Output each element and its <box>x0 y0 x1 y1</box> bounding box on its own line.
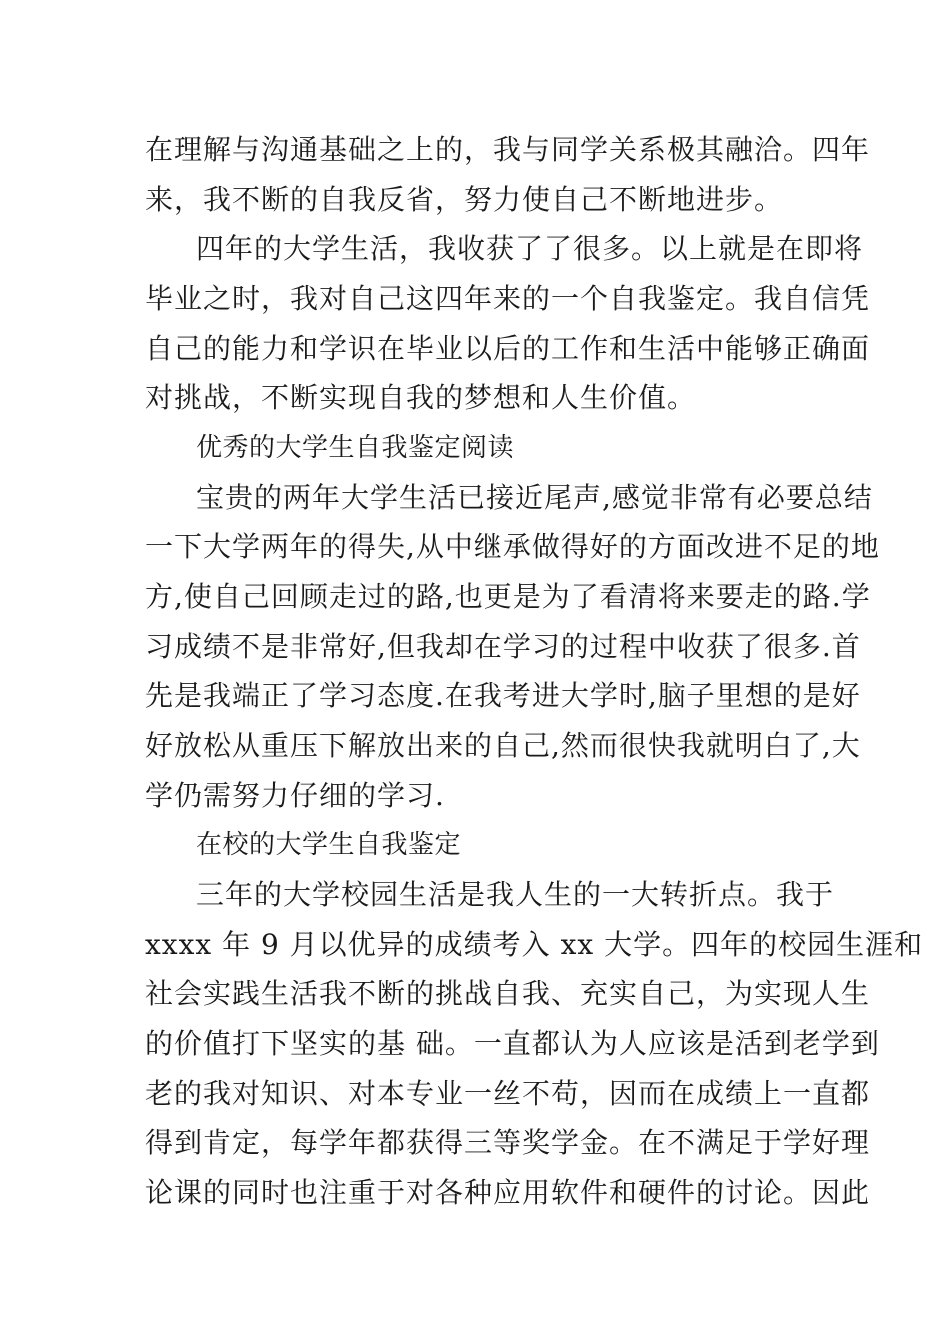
paragraph-4-line-1: 三年的大学校园生活是我人生的一大转折点。我于 <box>196 878 835 911</box>
section-heading-1: 优秀的大学生自我鉴定阅读 <box>196 433 515 463</box>
paragraph-2-line-4: 对挑战，不断实现自我的梦想和人生价值。 <box>145 381 697 414</box>
paragraph-1-line-1: 在理解与沟通基础之上的，我与同学关系极其融洽。四年 <box>145 133 871 166</box>
paragraph-4-line-2: xxxx 年 9 月以优异的成绩考入 xx 大学。四年的校园生涯和 <box>145 928 924 961</box>
paragraph-2-line-2: 毕业之时，我对自己这四年来的一个自我鉴定。我自信凭 <box>145 282 871 315</box>
paragraph-4-line-6: 得到肯定，每学年都获得三等奖学金。在不满足于学好理 <box>145 1126 871 1159</box>
section-heading-2: 在校的大学生自我鉴定 <box>196 830 462 860</box>
paragraph-3-line-1: 宝贵的两年大学生活已接近尾声,感觉非常有必要总结 <box>196 481 873 514</box>
paragraph-4-line-3: 社会实践生活我不断的挑战自我、充实自己，为实现人生 <box>145 977 871 1010</box>
paragraph-4-line-4: 的价值打下坚实的基 础。一直都认为人应该是活到老学到 <box>145 1027 880 1060</box>
paragraph-2-line-3: 自己的能力和学识在毕业以后的工作和生活中能够正确面 <box>145 332 871 365</box>
paragraph-1-line-2: 来，我不断的自我反省，努力使自己不断地进步。 <box>145 183 784 216</box>
paragraph-4-line-7: 论课的同时也注重于对各种应用软件和硬件的讨论。因此 <box>145 1176 871 1209</box>
paragraph-3-line-6: 好放松从重压下解放出来的自己,然而很快我就明白了,大 <box>145 729 861 762</box>
paragraph-2-line-1: 四年的大学生活，我收获了了很多。以上就是在即将 <box>196 232 864 265</box>
paragraph-3-line-7: 学仍需努力仔细的学习. <box>145 779 445 812</box>
paragraph-4-line-5: 老的我对知识、对本专业一丝不苟，因而在成绩上一直都 <box>145 1077 871 1110</box>
paragraph-3-line-5: 先是我端正了学习态度.在我考进大学时,脑子里想的是好 <box>145 679 861 712</box>
paragraph-3-line-4: 习成绩不是非常好,但我却在学习的过程中收获了很多.首 <box>145 630 861 663</box>
paragraph-3-line-2: 一下大学两年的得失,从中继承做得好的方面改进不足的地 <box>145 530 880 563</box>
paragraph-3-line-3: 方,使自己回顾走过的路,也更是为了看清将来要走的路.学 <box>145 580 871 613</box>
